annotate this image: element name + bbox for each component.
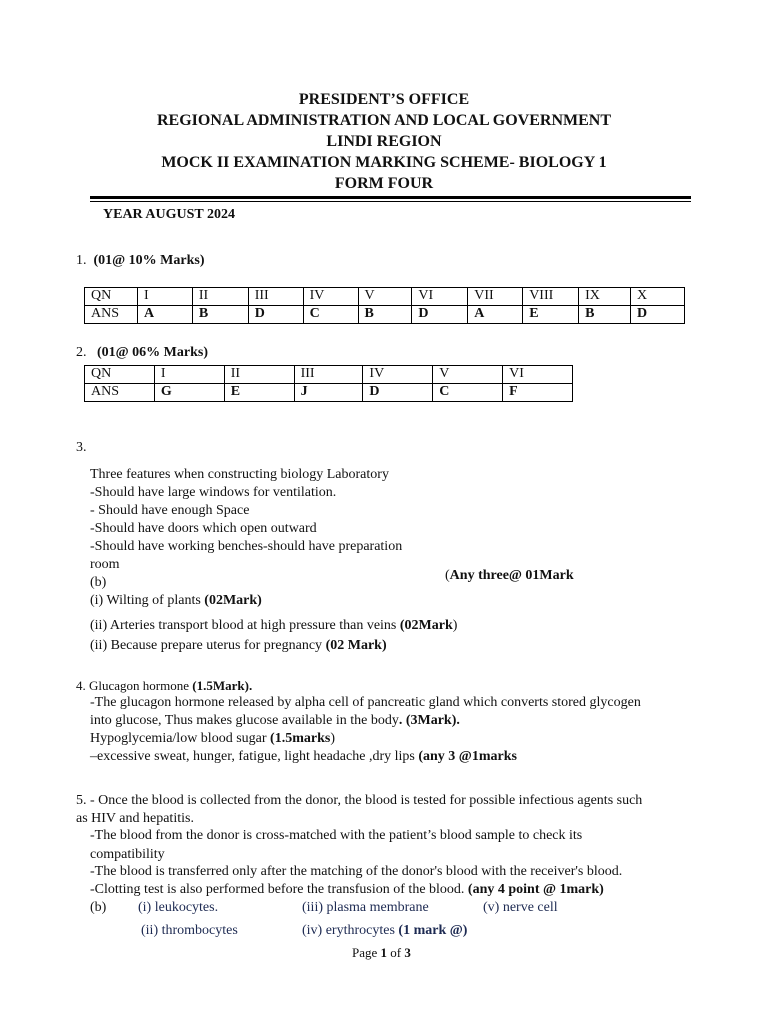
year-label: YEAR AUGUST 2024 — [103, 207, 235, 222]
q1-number: 1. — [76, 253, 87, 268]
table-cell: QN — [85, 288, 138, 306]
q1-header-row — [85, 288, 685, 306]
q3-b-i-marks: (02Mark) — [204, 593, 262, 608]
table-cell: F — [503, 384, 573, 402]
q3-b-i — [90, 593, 262, 609]
table-cell: ANS — [85, 306, 138, 324]
table-cell: QN — [85, 366, 155, 384]
q2-marks: (01@ 06% Marks) — [97, 345, 209, 360]
table-cell: B — [579, 306, 631, 324]
table-cell: VI — [503, 366, 573, 384]
q5-line: -The blood from the donor is cross-matched with the patient’s blood sample to check its — [90, 828, 583, 843]
table-cell: ANS — [85, 384, 155, 402]
q1-answer-row — [85, 306, 685, 324]
q5-b-iv — [302, 923, 467, 939]
q4-line-text: –excessive sweat, hunger, fatigue, light headache ,dry lips — [90, 749, 419, 764]
table-cell: E — [224, 384, 294, 402]
q2-number: 2. — [76, 345, 87, 360]
table-cell: B — [192, 306, 248, 324]
q3-b-ii-text: (ii) Arteries transport blood at high pressure than veins — [90, 618, 400, 633]
q4-line-marks: (1.5marks — [270, 731, 331, 746]
q3-b-ii-marks: (02Mark — [399, 618, 453, 633]
q5-b-label: (b) — [90, 900, 107, 915]
q5-line — [90, 882, 604, 898]
header-line-3: LINDI REGION — [326, 133, 442, 150]
q4-line-close: ) — [330, 731, 335, 746]
q5-b-i: (i) leukocytes. — [138, 900, 219, 915]
q4-line — [90, 749, 517, 765]
q3-line: -Should have doors which open outward — [90, 521, 317, 536]
q3-number: 3. — [76, 440, 87, 455]
table-cell: IV — [363, 366, 433, 384]
q2-header-row — [85, 366, 573, 384]
q5-line-marks: (any 4 point @ 1mark) — [467, 882, 604, 897]
q4-heading-marks: (1.5Mark). — [192, 678, 253, 693]
table-cell: II — [192, 288, 248, 306]
q1-answer-table — [84, 287, 685, 324]
q2-answer-row — [85, 384, 573, 402]
q3-b-label: (b) — [90, 575, 107, 590]
page-word: Page — [352, 945, 381, 960]
header-line-5: FORM FOUR — [334, 175, 434, 192]
q3-any-three-paren: ( — [445, 568, 450, 583]
page-total: 3 — [404, 945, 411, 960]
q3-b-i-text: (i) Wilting of plants — [90, 593, 205, 608]
q3-b-ii-close: ) — [452, 618, 458, 633]
table-cell: G — [154, 384, 224, 402]
q3-b-iii-marks: (02 Mark) — [325, 638, 387, 653]
header-rule-thick — [90, 196, 691, 199]
q3-line: room — [90, 557, 120, 572]
q5-line: compatibility — [90, 847, 165, 862]
q5-line: -The blood is transferred only after the matching of the donor's blood with the receiver's blood. — [90, 864, 623, 879]
table-cell: D — [631, 306, 685, 324]
q5-b-v: (v) nerve cell — [483, 900, 558, 915]
q4-line: -The glucagon hormone released by alpha cell of pancreatic gland which converts stored glycogen — [90, 695, 641, 710]
q5-line: as HIV and hepatitis. — [76, 811, 194, 826]
table-cell: IX — [579, 288, 631, 306]
table-cell: C — [433, 384, 503, 402]
header-rule-thin — [90, 201, 691, 202]
q2-heading — [76, 345, 208, 361]
q3-line: -Should have large windows for ventilation. — [90, 485, 337, 500]
q4-line-marks: (any 3 @1marks — [418, 749, 517, 764]
table-cell: E — [523, 306, 579, 324]
q5-line: 5. - Once the blood is collected from the donor, the blood is tested for possible infectious agents such — [76, 793, 643, 808]
table-cell: IV — [303, 288, 358, 306]
q5-b-iii: (iii) plasma membrane — [302, 900, 429, 915]
q4-line-text: Hypoglycemia/low blood sugar — [90, 731, 271, 746]
header-line-2: REGIONAL ADMINISTRATION AND LOCAL GOVERNMENT — [157, 112, 611, 129]
table-cell: III — [248, 288, 303, 306]
q3-line: - Should have enough Space — [90, 503, 250, 518]
table-cell: III — [294, 366, 363, 384]
q4-line-text: into glucose, Thus makes glucose available in the body — [90, 713, 399, 728]
q4-heading — [76, 678, 252, 694]
header-line-1: PRESIDENT’S OFFICE — [298, 91, 470, 108]
table-cell: D — [248, 306, 303, 324]
q5-b-iv-text: (iv) erythrocytes — [302, 923, 399, 938]
table-cell: C — [303, 306, 358, 324]
table-cell: VII — [468, 288, 523, 306]
q3-b-ii — [90, 618, 457, 634]
q3-any-three — [445, 568, 574, 584]
q3-b-iii — [90, 638, 387, 654]
q4-line-marks: . (3Mark). — [398, 713, 460, 728]
q1-marks: (01@ 10% Marks) — [93, 253, 205, 268]
table-cell: A — [137, 306, 192, 324]
page-number — [352, 945, 411, 961]
table-cell: VI — [412, 288, 468, 306]
table-cell: X — [631, 288, 685, 306]
table-cell: II — [224, 366, 294, 384]
q5-b-ii: (ii) thrombocytes — [141, 923, 238, 938]
q1-heading — [76, 253, 205, 269]
table-cell: D — [363, 384, 433, 402]
q5-line-text: -Clotting test is also performed before the transfusion of the blood. — [90, 882, 468, 897]
table-cell: V — [358, 288, 412, 306]
table-cell: V — [433, 366, 503, 384]
q4-line — [90, 731, 335, 747]
q5-b-iv-marks: (1 mark @) — [398, 923, 468, 938]
table-cell: I — [137, 288, 192, 306]
q2-answer-table — [84, 365, 573, 402]
q3-line: -Should have working benches-should have preparation — [90, 539, 403, 554]
q4-heading-text: 4. Glucagon hormone — [76, 678, 193, 693]
q4-line — [90, 713, 460, 729]
table-cell: B — [358, 306, 412, 324]
page-current: 1 — [380, 945, 388, 960]
table-cell: J — [294, 384, 363, 402]
header-line-4: MOCK II EXAMINATION MARKING SCHEME- BIOLOGY 1 — [161, 154, 607, 171]
page-of: of — [387, 945, 405, 960]
q3-line: Three features when constructing biology Laboratory — [90, 467, 389, 482]
table-cell: I — [154, 366, 224, 384]
table-cell: A — [468, 306, 523, 324]
table-cell: VIII — [523, 288, 579, 306]
table-cell: D — [412, 306, 468, 324]
q3-any-three-marks: Any three@ 01Mark — [449, 568, 574, 583]
q3-b-iii-text: (ii) Because prepare uterus for pregnancy — [90, 638, 326, 653]
